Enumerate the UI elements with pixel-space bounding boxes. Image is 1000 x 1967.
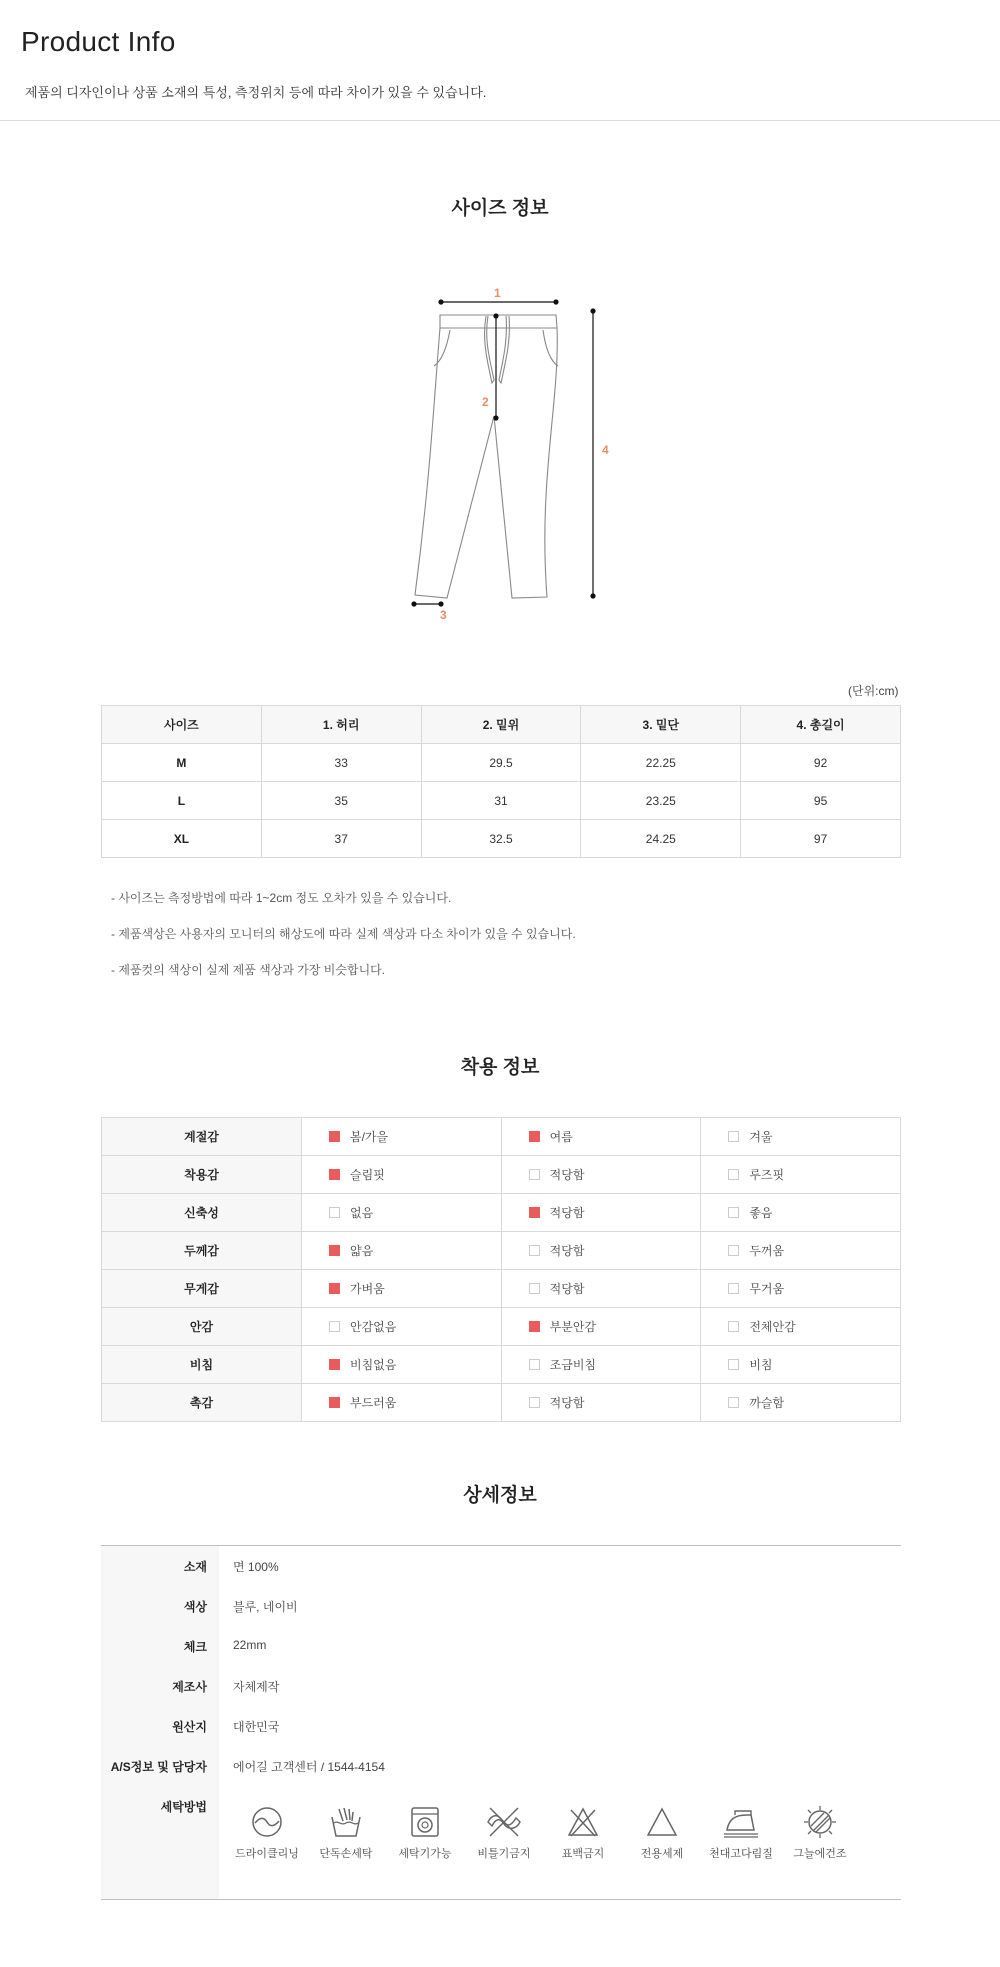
diagram-label-2: 2: [482, 395, 489, 409]
washing-machine-icon: [408, 1805, 442, 1839]
wash-label: 천대고다림질: [709, 1848, 773, 1860]
table-row: [102, 782, 901, 820]
detail-section-title: 상세정보: [463, 1485, 537, 1506]
detail-row: [101, 1678, 901, 1698]
wash-item: [701, 1805, 781, 1861]
unchecked-box-icon: [529, 1359, 540, 1370]
size-value: 92: [741, 744, 901, 782]
fit-option: [701, 1384, 901, 1422]
fit-option-label: 루즈핏: [749, 1168, 785, 1182]
fit-row-label: 계절감: [102, 1118, 302, 1156]
fit-option-label: 가벼움: [350, 1282, 385, 1296]
size-col-header: 4. 총길이: [741, 706, 901, 744]
wash-item: [543, 1805, 623, 1861]
unchecked-box-icon: [529, 1397, 540, 1408]
size-section-title: 사이즈 정보: [451, 198, 549, 219]
fit-option-label: 적당함: [549, 1396, 585, 1410]
wash-item: [385, 1805, 465, 1861]
detail-label: 제조사: [172, 1680, 207, 1694]
size-col-header: 1. 허리: [261, 706, 421, 744]
unchecked-box-icon: [329, 1321, 340, 1332]
fit-option: [701, 1118, 901, 1156]
fit-option: [501, 1270, 701, 1308]
shade-dry-icon: [803, 1805, 837, 1839]
table-row: [102, 1118, 901, 1156]
unchecked-box-icon: [728, 1207, 739, 1218]
page-description: 제품의 디자인이나 상품 소재의 특성, 측정위치 등에 따라 차이가 있을 수 있습니다.: [25, 85, 487, 100]
unit-label: (단위:cm): [848, 684, 899, 698]
checked-box-icon: [329, 1359, 340, 1370]
unchecked-box-icon: [728, 1283, 739, 1294]
detail-row: [101, 1638, 901, 1658]
size-value: 24.25: [581, 820, 741, 858]
fit-option-label: 까슬함: [749, 1396, 785, 1410]
fit-option: [501, 1308, 701, 1346]
size-value: 95: [741, 782, 901, 820]
fit-option-label: 얇음: [350, 1244, 374, 1258]
size-value: 23.25: [581, 782, 741, 820]
fit-option: [701, 1194, 901, 1232]
fit-option: [501, 1118, 701, 1156]
fit-section-title: 착용 정보: [460, 1057, 540, 1078]
fit-row-label: 신축성: [102, 1194, 302, 1232]
fit-option: [701, 1270, 901, 1308]
table-row: [102, 1194, 901, 1232]
fit-row-label: 무게감: [102, 1270, 302, 1308]
wash-item: [780, 1805, 860, 1861]
checked-box-icon: [329, 1131, 340, 1142]
fit-option: [302, 1156, 502, 1194]
unchecked-box-icon: [529, 1169, 540, 1180]
unchecked-box-icon: [728, 1131, 739, 1142]
size-name: XL: [102, 820, 262, 858]
page-title: Product Info: [21, 26, 176, 57]
size-note: - 제품컷의 색상이 실제 제품 색상과 가장 비슷합니다.: [111, 963, 386, 977]
no-wring-icon: [484, 1805, 524, 1839]
fit-option: [501, 1194, 701, 1232]
detail-value: 에어길 고객센터 / 1544-4154: [233, 1760, 385, 1774]
fit-option: [501, 1232, 701, 1270]
diagram-label-1: 1: [494, 286, 501, 300]
wash-label: 드라이클리닝: [235, 1848, 299, 1860]
fit-option: [302, 1270, 502, 1308]
size-value: 97: [741, 820, 901, 858]
unchecked-box-icon: [728, 1321, 739, 1332]
no-bleach-icon: [566, 1805, 600, 1839]
table-row: [102, 1156, 901, 1194]
detail-label: A/S정보 및 담당자: [110, 1760, 207, 1774]
fit-option: [302, 1346, 502, 1384]
size-col-header: 3. 밑단: [581, 706, 741, 744]
diagram-label-3: 3: [440, 608, 447, 622]
fit-option: [701, 1346, 901, 1384]
fit-option-label: 봄/가을: [350, 1130, 389, 1144]
fit-option-label: 비침: [749, 1358, 773, 1372]
checked-box-icon: [329, 1169, 340, 1180]
page-header: [0, 0, 1000, 121]
table-row: [102, 744, 901, 782]
fit-option: [501, 1156, 701, 1194]
dry-clean-icon: [250, 1805, 284, 1839]
table-row: [102, 1384, 901, 1422]
neutral-detergent-icon: [645, 1805, 679, 1839]
fit-option-label: 비침없음: [350, 1358, 397, 1372]
fit-option-label: 전체안감: [749, 1320, 796, 1334]
size-value: 22.25: [581, 744, 741, 782]
size-notes: [111, 890, 576, 998]
wash-item: [622, 1805, 702, 1861]
diagram-label-4: 4: [602, 443, 609, 457]
fit-row-label: 착용감: [102, 1156, 302, 1194]
detail-label: 원산지: [172, 1720, 207, 1734]
detail-label: 세탁방법: [160, 1800, 207, 1814]
fit-option: [701, 1156, 901, 1194]
wash-item: [306, 1805, 386, 1861]
unchecked-box-icon: [728, 1169, 739, 1180]
fit-option-label: 적당함: [549, 1244, 585, 1258]
fit-option: [302, 1194, 502, 1232]
fit-option-label: 무거움: [749, 1282, 785, 1296]
detail-value: 블루, 네이비: [233, 1600, 298, 1614]
fit-option-label: 두꺼움: [749, 1244, 785, 1258]
detail-label: 색상: [183, 1600, 207, 1614]
size-value: 32.5: [421, 820, 581, 858]
fit-option: [302, 1232, 502, 1270]
fit-option: [501, 1346, 701, 1384]
size-value: 35: [261, 782, 421, 820]
wash-label: 세탁기가능: [398, 1848, 452, 1860]
fit-option-label: 적당함: [549, 1168, 585, 1182]
fit-option-label: 적당함: [549, 1206, 585, 1220]
checked-box-icon: [329, 1283, 340, 1294]
unchecked-box-icon: [329, 1207, 340, 1218]
unchecked-box-icon: [728, 1245, 739, 1256]
size-value: 31: [421, 782, 581, 820]
unchecked-box-icon: [728, 1397, 739, 1408]
fit-option-label: 조금비침: [549, 1358, 597, 1372]
fit-option-label: 적당함: [549, 1282, 585, 1296]
detail-value: 면 100%: [233, 1560, 279, 1574]
unchecked-box-icon: [529, 1283, 540, 1294]
table-row: [102, 820, 901, 858]
wash-label: 전용세제: [640, 1848, 684, 1860]
fit-row-label: 안감: [102, 1308, 302, 1346]
fit-option-label: 겨울: [749, 1130, 773, 1144]
fit-option-label: 안감없음: [350, 1320, 397, 1334]
fit-option-label: 슬림핏: [350, 1168, 385, 1182]
size-value: 37: [261, 820, 421, 858]
wash-item: [227, 1805, 307, 1861]
table-row: [102, 1232, 901, 1270]
table-row: [102, 1270, 901, 1308]
fit-row-label: 두께감: [102, 1232, 302, 1270]
detail-row: [101, 1598, 901, 1618]
detail-value: 대한민국: [233, 1720, 280, 1734]
ironing-cloth-icon: [721, 1805, 761, 1839]
fit-option: [701, 1232, 901, 1270]
unchecked-box-icon: [728, 1359, 739, 1370]
size-table: [101, 705, 901, 858]
fit-option-label: 좋음: [749, 1206, 773, 1220]
detail-value: 22mm: [233, 1638, 267, 1652]
size-note: - 제품색상은 사용자의 모니터의 해상도에 따라 실제 색상과 다소 차이가 있을 수 있습니다.: [111, 927, 576, 941]
size-value: 29.5: [421, 744, 581, 782]
checked-box-icon: [329, 1245, 340, 1256]
fit-option-label: 없음: [350, 1206, 374, 1220]
detail-row: [101, 1558, 901, 1578]
size-name: M: [102, 744, 262, 782]
checked-box-icon: [529, 1321, 540, 1332]
checked-box-icon: [329, 1397, 340, 1408]
unchecked-box-icon: [529, 1245, 540, 1256]
fit-table: [101, 1117, 901, 1422]
detail-label: 소재: [183, 1560, 207, 1574]
wash-label: 비틀기금지: [477, 1848, 531, 1860]
detail-value: 자체제작: [233, 1680, 280, 1694]
size-table-header: [102, 706, 901, 744]
fit-option-label: 부드러움: [350, 1396, 397, 1410]
fit-option: [302, 1118, 502, 1156]
fit-row-label: 비침: [102, 1346, 302, 1384]
detail-label: 체크: [183, 1640, 207, 1654]
wash-label: 그늘에건조: [793, 1848, 847, 1860]
checked-box-icon: [529, 1207, 540, 1218]
fit-option: [302, 1384, 502, 1422]
size-value: 33: [261, 744, 421, 782]
hand-wash-icon: [329, 1805, 363, 1839]
pants-size-diagram: [400, 280, 620, 630]
detail-row: [101, 1758, 901, 1778]
detail-row: [101, 1718, 901, 1738]
checked-box-icon: [529, 1131, 540, 1142]
size-col-header: 사이즈: [102, 706, 262, 744]
fit-option: [501, 1384, 701, 1422]
fit-option: [302, 1308, 502, 1346]
fit-option-label: 부분안감: [549, 1320, 597, 1334]
size-col-header: 2. 밑위: [421, 706, 581, 744]
table-row: [102, 1308, 901, 1346]
fit-row-label: 촉감: [102, 1384, 302, 1422]
size-name: L: [102, 782, 262, 820]
fit-option-label: 여름: [549, 1130, 573, 1144]
wash-label: 표백금지: [561, 1848, 605, 1860]
wash-label: 단독손세탁: [319, 1848, 373, 1860]
wash-item: [464, 1805, 544, 1861]
size-note: - 사이즈는 측정방법에 따라 1~2cm 정도 오차가 있을 수 있습니다.: [111, 891, 452, 905]
table-row: [102, 1346, 901, 1384]
fit-option: [701, 1308, 901, 1346]
